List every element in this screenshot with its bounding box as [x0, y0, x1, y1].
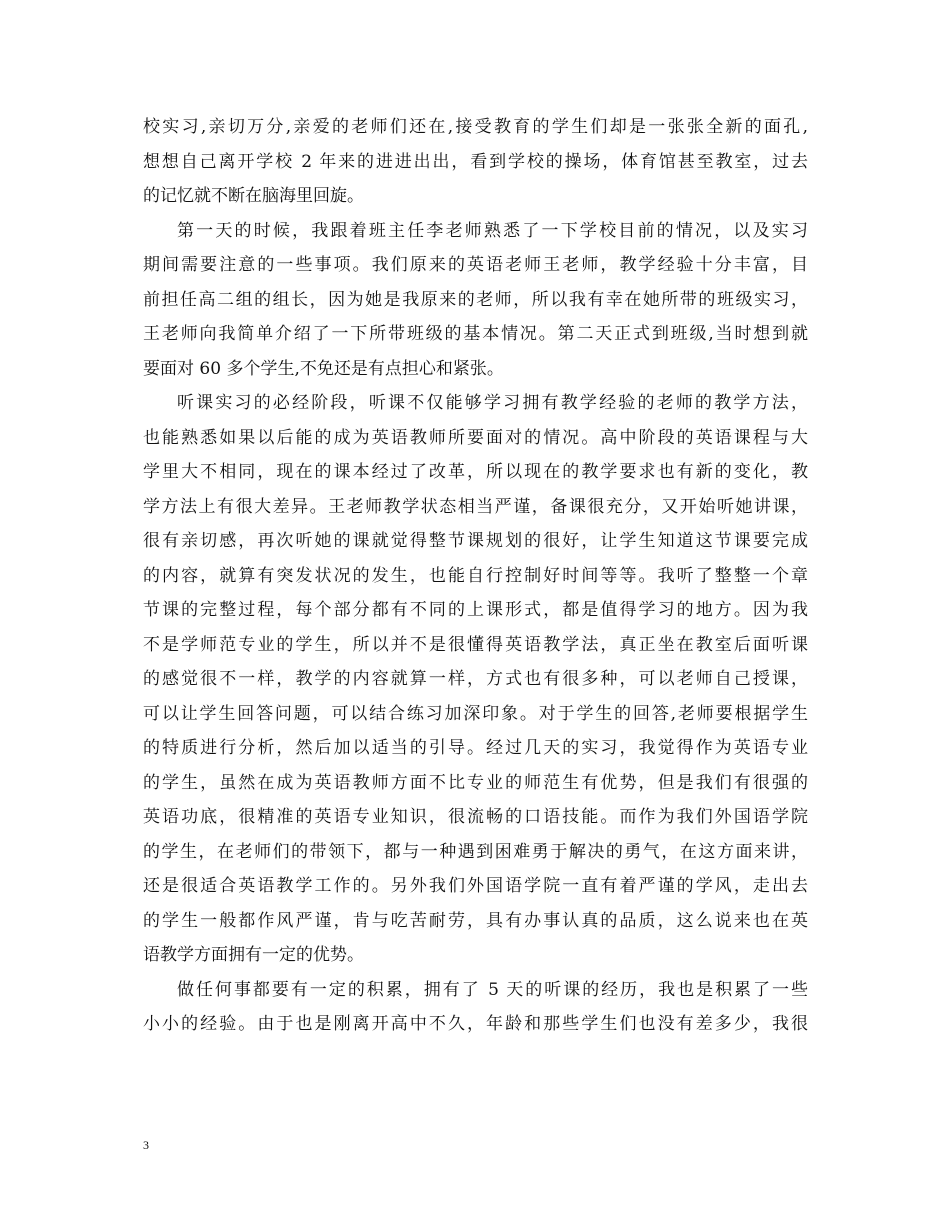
text-line: 的特质进行分析，然后加以适当的引导。经过几天的实习，我觉得作为英语专业: [143, 738, 808, 758]
text-line: 的内容，就算有突发状况的发生，也能自行控制好时间等等。我听了整整一个章: [143, 565, 808, 586]
text-line: 第一天的时候，我跟着班主任李老师熟悉了一下学校目前的情况，以及实习: [177, 220, 808, 241]
paragraph-1: [143, 110, 808, 214]
document-body: [143, 110, 808, 1042]
text-line: 的记忆就不断在脑海里回旋。: [143, 186, 364, 206]
text-line: 要面对 60 多个学生,不免还是有点担心和紧张。: [143, 358, 504, 379]
text-line: 的学生，在老师们的带领下，都与一种遇到困难勇于解决的勇气，在这方面来讲，: [143, 841, 808, 862]
text-line: 也能熟悉如果以后能的成为英语教师所要面对的情况。高中阶段的英语课程与大: [143, 427, 808, 448]
text-line: 王老师向我简单介绍了一下所带班级的基本情况。第二天正式到班级,当时想到就: [143, 324, 808, 344]
text-line: 做任何事都要有一定的积累，拥有了 5 天的听课的经历，我也是积累了一些: [177, 979, 808, 1000]
text-line: 期间需要注意的一些事项。我们原来的英语老师王老师，教学经验十分丰富，目: [143, 255, 808, 275]
text-line: 前担任高二组的组长，因为她是我原来的老师，所以我有幸在她所带的班级实习，: [143, 289, 808, 310]
text-line: 小小的经验。由于也是刚离开高中不久，年龄和那些学生们也没有差多少，我很: [143, 1014, 808, 1034]
text-line: 节课的完整过程，每个部分都有不同的上课形式，都是值得学习的地方。因为我: [143, 600, 808, 620]
text-line: 语教学方面拥有一定的优势。: [143, 945, 364, 965]
text-line: 学方法上有很大差异。王老师教学状态相当严谨，备课很充分，又开始听她讲课，: [143, 496, 808, 517]
text-line: 的感觉很不一样，教学的内容就算一样，方式也有很多种，可以老师自己授课，: [143, 669, 808, 689]
text-line: 学里大不相同，现在的课本经过了改革，所以现在的教学要求也有新的变化，教: [143, 462, 808, 482]
text-line: 的学生，虽然在成为英语教师方面不比专业的师范生有优势，但是我们有很强的: [143, 772, 808, 793]
paragraph-2: [143, 214, 808, 387]
text-line: 的学生一般都作风严谨，肯与吃苦耐劳，具有办事认真的品质，这么说来也在英: [143, 910, 808, 931]
text-line: 很有亲切感，再次听她的课就觉得整节课规划的很好，让学生知道这节课要完成: [143, 531, 808, 551]
text-line: 可以让学生回答问题，可以结合练习加深印象。对于学生的回答,老师要根据学生: [143, 703, 808, 724]
page-number: 3: [143, 1138, 149, 1152]
text-line: 听课实习的必经阶段，听课不仅能够学习拥有教学经验的老师的教学方法，: [177, 393, 808, 413]
paragraph-3: [143, 386, 808, 973]
text-line: 校实习,亲切万分,亲爱的老师们还在,接受教育的学生们却是一张张全新的面孔,: [143, 117, 808, 137]
text-line: 还是很适合英语教学工作的。另外我们外国语学院一直有着严谨的学风，走出去: [143, 876, 808, 896]
text-line: 想想自己离开学校 2 年来的进进出出，看到学校的操场，体育馆甚至教室，过去: [143, 151, 808, 172]
paragraph-4: [143, 973, 808, 1042]
text-line: 英语功底，很精准的英语专业知识，很流畅的口语技能。而作为我们外国语学院: [143, 807, 808, 827]
text-line: 不是学师范专业的学生，所以并不是很懂得英语教学法，真正坐在教室后面听课: [143, 634, 808, 655]
